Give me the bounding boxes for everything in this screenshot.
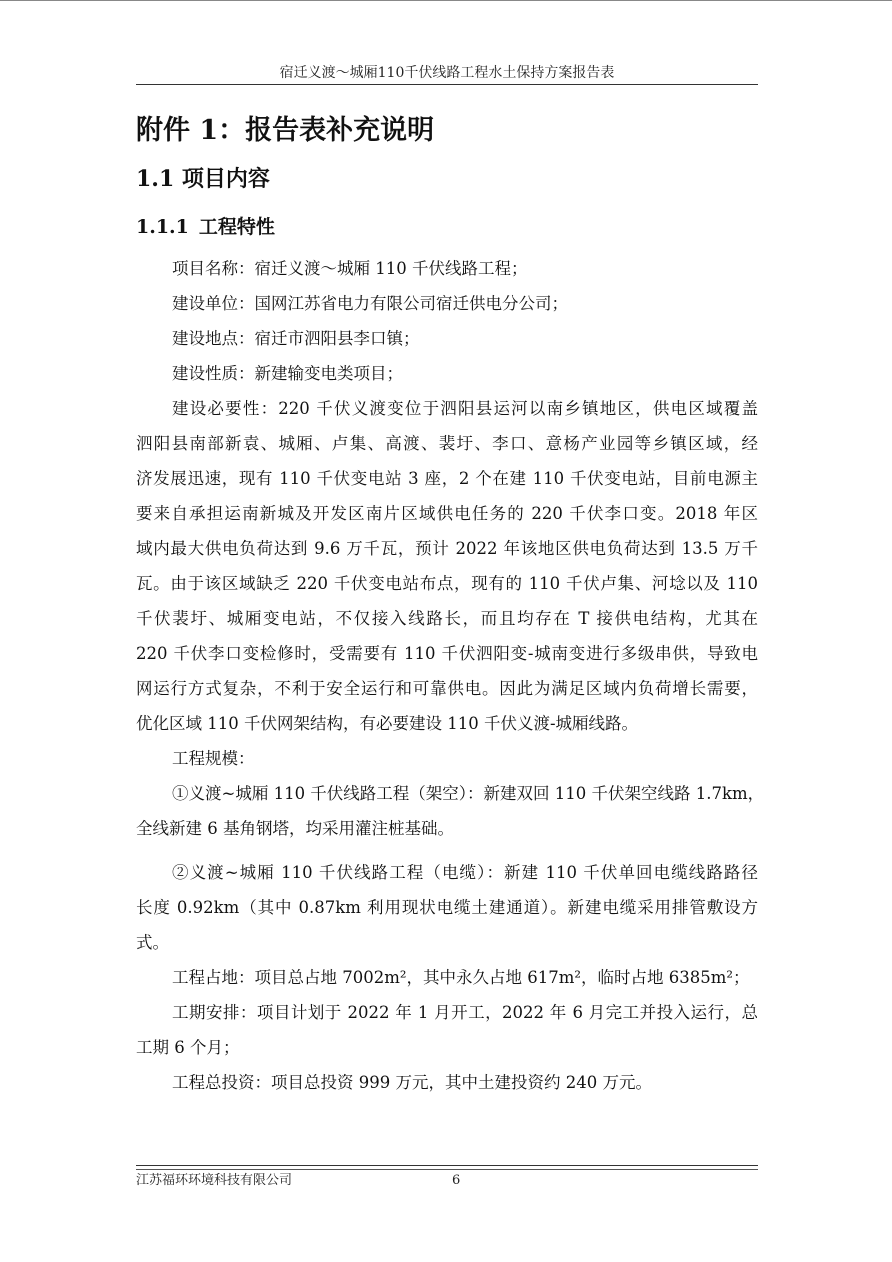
overhead-line-item: 全线新建 6 基角钢塔，均采用灌注桩基础。	[136, 819, 454, 838]
footer-company: 江苏福环环境科技有限公司	[136, 1173, 293, 1188]
necessity-line: 220 千伏李口变检修时，受需要有 110 千伏泗阳变-城南变进行多级串供，导致电	[136, 644, 758, 663]
page-number: 6	[452, 1173, 461, 1188]
cable-line-item: 长度 0.92km（其中 0.87km 利用现状电缆土建通道）。新建电缆采用排管敷设方	[136, 898, 758, 917]
necessity-line: 网运行方式复杂，不利于安全运行和可靠供电。因此为满足区域内负荷增长需要，	[136, 679, 758, 698]
subsection-title: 工程特性	[198, 216, 275, 238]
footer-rule-thin	[136, 1169, 758, 1170]
running-header-title: 宿迁义渡～城厢110千伏线路工程水土保持方案报告表	[279, 65, 615, 81]
footer-rule	[136, 1165, 758, 1166]
subsection-number: 1.1.1	[136, 216, 189, 238]
necessity-line: 建设必要性：220 千伏义渡变位于泗阳县运河以南乡镇地区，供电区域覆盖	[172, 399, 758, 418]
appendix-heading: 附件 1：报告表补充说明	[136, 115, 435, 146]
necessity-line: 域内最大供电负荷达到 9.6 万千瓦，预计 2022 年该地区供电负荷达到 13.5 万千	[136, 539, 758, 558]
scale-heading-line: 工程规模：	[172, 749, 255, 768]
necessity-line: 济发展迅速，现有 110 千伏变电站 3 座，2 个在建 110 千伏变电站，目前电源主	[136, 469, 758, 488]
land-occupation-line: 工程占地：项目总占地 7002m²，其中永久占地 617m²，临时占地 6385m²；	[172, 968, 750, 987]
cable-line-item: 式。	[136, 933, 169, 952]
necessity-line: 优化区域 110 千伏网架结构，有必要建设 110 千伏义渡-城厢线路。	[136, 714, 639, 733]
schedule-line: 工期安排：项目计划于 2022 年 1 月开工，2022 年 6 月完工并投入运行，总	[172, 1003, 758, 1022]
construction-nature-line: 建设性质：新建输变电类项目；	[172, 364, 403, 383]
subsection-heading	[136, 213, 758, 241]
project-name-line: 项目名称：宿迁义渡～城厢 110 千伏线路工程；	[172, 259, 528, 278]
section-heading: 1.1 项目内容	[136, 166, 270, 192]
header-rule	[136, 84, 758, 85]
cable-line-item: ②义渡~城厢 110 千伏线路工程（电缆）：新建 110 千伏单回电缆线路路径	[172, 863, 758, 882]
overhead-line-item: ①义渡~城厢 110 千伏线路工程（架空）：新建双回 110 千伏架空线路 1.7km，	[172, 784, 765, 803]
necessity-line: 瓦。由于该区域缺乏 220 千伏变电站布点，现有的 110 千伏卢集、河埝以及 110	[136, 574, 758, 593]
investment-line: 工程总投资：项目总投资 999 万元，其中土建投资约 240 万元。	[172, 1073, 652, 1092]
construction-site-line: 建设地点：宿迁市泗阳县李口镇；	[172, 329, 420, 348]
schedule-line: 工期 6 个月；	[136, 1038, 240, 1057]
necessity-line: 泗阳县南部新袁、城厢、卢集、高渡、裴圩、李口、意杨产业园等乡镇区域，经	[136, 434, 758, 453]
necessity-line: 千伏裴圩、城厢变电站，不仅接入线路长，而且均存在 T 接供电结构，尤其在	[136, 609, 758, 628]
construction-unit-line: 建设单位：国网江苏省电力有限公司宿迁供电分公司；	[172, 294, 568, 313]
page-top-edge	[0, 0, 892, 1]
body-text	[136, 251, 765, 1100]
necessity-line: 要来自承担运南新城及开发区南片区域供电任务的 220 千伏李口变。2018 年区	[136, 504, 758, 523]
